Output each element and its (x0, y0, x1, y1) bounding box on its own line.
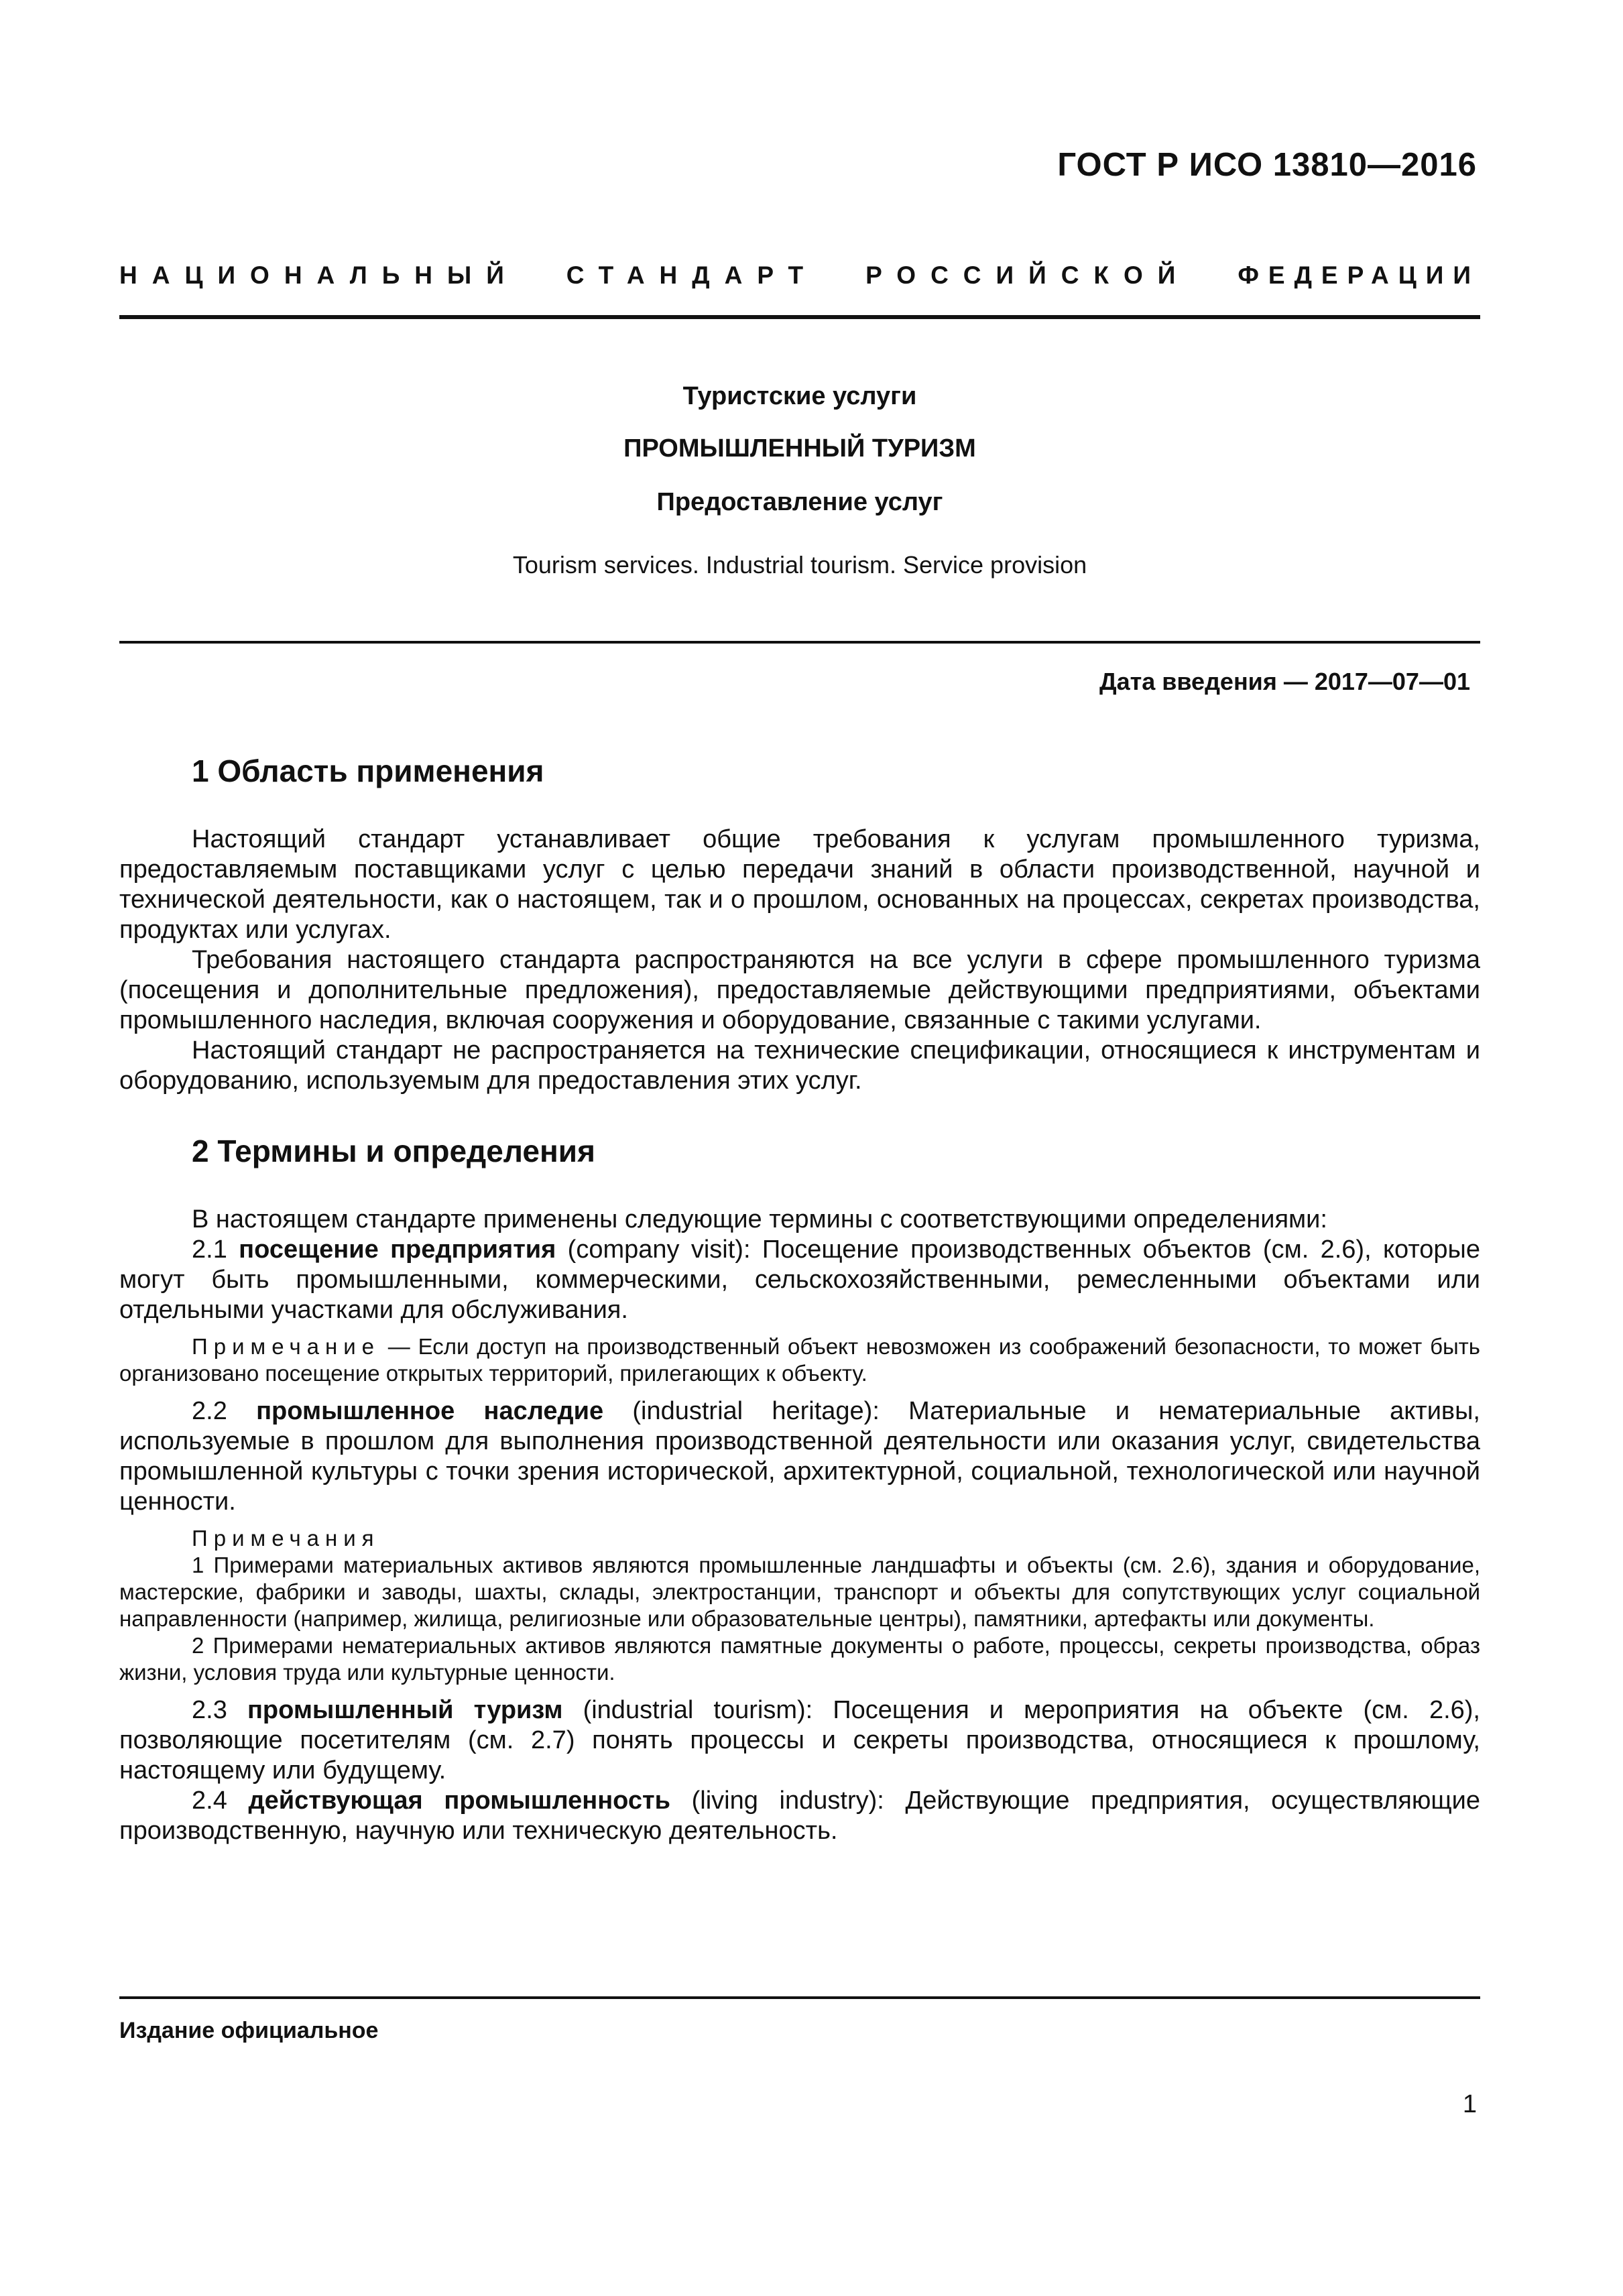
title-line-2: ПРОМЫШЛЕННЫЙ ТУРИЗМ (623, 434, 976, 463)
term-definition: (living industry): Действующие предприятия, осуществляющие производственную, научную или техническую деятельность. (119, 1787, 1480, 1845)
official-edition-label: Издание официальное (119, 2018, 379, 2043)
term-definition: (industrial heritage): Материальные и нематериальные активы, используемые в прошлом для выполнения производственной деятельности или оказания услуг, свидетельства промышленной культуры с точки зрения исторической, архитектурной, социальной, технологической или научной ценности. (119, 1397, 1480, 1516)
section-2-intro: В настоящем стандарте применены следующие термины с соответствующими определениями: (192, 1205, 1327, 1233)
note-item: 1 Примерами материальных активов являются промышленные ландшафты и объекты (см. 2.6), здания и оборудование, мастерские, фабрики и заводы, шахты, склады, электростанции, транспорт и объекты для сопутствующих услуг социальной направленности (например, жилища, религиозные или образовательные центры), памятники, артефакты или документы. (119, 1553, 1480, 1631)
note-2-1 (119, 1333, 1480, 1387)
term-2-3 (119, 1695, 1480, 1786)
title-rule (119, 641, 1480, 644)
note-item: 2 Примерами нематериальных активов являются памятные документы о работе, процессы, секреты производства, образ жизни, условия труда или культурные ценности. (119, 1633, 1480, 1685)
term-name: действующая промышленность (248, 1787, 670, 1815)
standard-designation: ГОСТ Р ИСО 13810—2016 (1057, 147, 1477, 183)
section-2-heading: 2 Термины и определения (192, 1134, 595, 1168)
banner-word: РОССИЙСКОЙ (865, 261, 1191, 289)
title-line-3: Предоставление услуг (656, 488, 943, 516)
term-name: промышленное наследие (256, 1397, 604, 1425)
term-definition: (industrial tourism): Посещения и мероприятия на объекте (см. 2.6), позволяющие посетителям (см. 2.7) понять процессы и секреты производства, относящиеся к прошлому, настоящему или будущему. (119, 1696, 1480, 1785)
section-1-heading: 1 Область применения (192, 753, 544, 788)
note-text: — Если доступ на производственный объект невозможен из соображений безопасности, то может быть организовано посещение открытых территорий, прилегающих к объекту. (119, 1334, 1480, 1386)
term-number: 2.2 (192, 1397, 257, 1425)
footer-rule (119, 1996, 1480, 1999)
term-name: промышленный туризм (247, 1696, 563, 1724)
banner-word: НАЦИОНАЛЬНЫЙ (119, 261, 519, 289)
note-label: Примечание (192, 1334, 381, 1359)
notes-label: Примечания (192, 1526, 380, 1551)
term-2-2 (119, 1396, 1480, 1517)
term-2-4 (119, 1786, 1480, 1846)
term-number: 2.1 (192, 1235, 239, 1264)
header-rule (119, 315, 1480, 319)
section-1-paragraph: Настоящий стандарт устанавливает общие требования к услугам промышленного туризма, предоставляемым поставщиками услуг с целью передачи знаний в области производственной, научной и технической деятельности, как о настоящем, так и о прошлом, основанных на процессах, секретах производства, продуктах или услугах. (119, 825, 1480, 944)
term-number: 2.3 (192, 1696, 247, 1724)
term-2-1 (119, 1235, 1480, 1325)
english-title: Tourism services. Industrial tourism. Service provision (512, 551, 1087, 579)
national-standard-banner (119, 261, 1480, 290)
notes-2-2 (119, 1552, 1480, 1686)
term-name: посещение предприятия (239, 1235, 556, 1264)
document-body (119, 751, 1480, 1846)
term-definition: (company visit): Посещение производственных объектов (см. 2.6), которые могут быть промышленными, коммерческими, сельскохозяйственными, ремесленными объектами или отдельными участками для обслуживания. (119, 1235, 1481, 1324)
title-line-1: Туристские услуги (682, 382, 917, 410)
page-number: 1 (1462, 2090, 1477, 2118)
term-number: 2.4 (192, 1787, 249, 1815)
banner-word: СТАНДАРТ (566, 261, 819, 289)
introduction-date: Дата введения — 2017—07—01 (1099, 668, 1470, 695)
banner-word: ФЕДЕРАЦИИ (1238, 261, 1480, 289)
section-1-paragraph: Настоящий стандарт не распространяется на технические спецификации, относящиеся к инструментам и оборудованию, используемым для предоставления этих услуг. (119, 1036, 1480, 1095)
section-1-paragraph: Требования настоящего стандарта распространяются на все услуги в сфере промышленного туризма (посещения и дополнительные предложения), предоставляемые действующими предприятиями, объектами промышленного наследия, включая сооружения и оборудование, связанные с такими услугами. (119, 946, 1480, 1034)
